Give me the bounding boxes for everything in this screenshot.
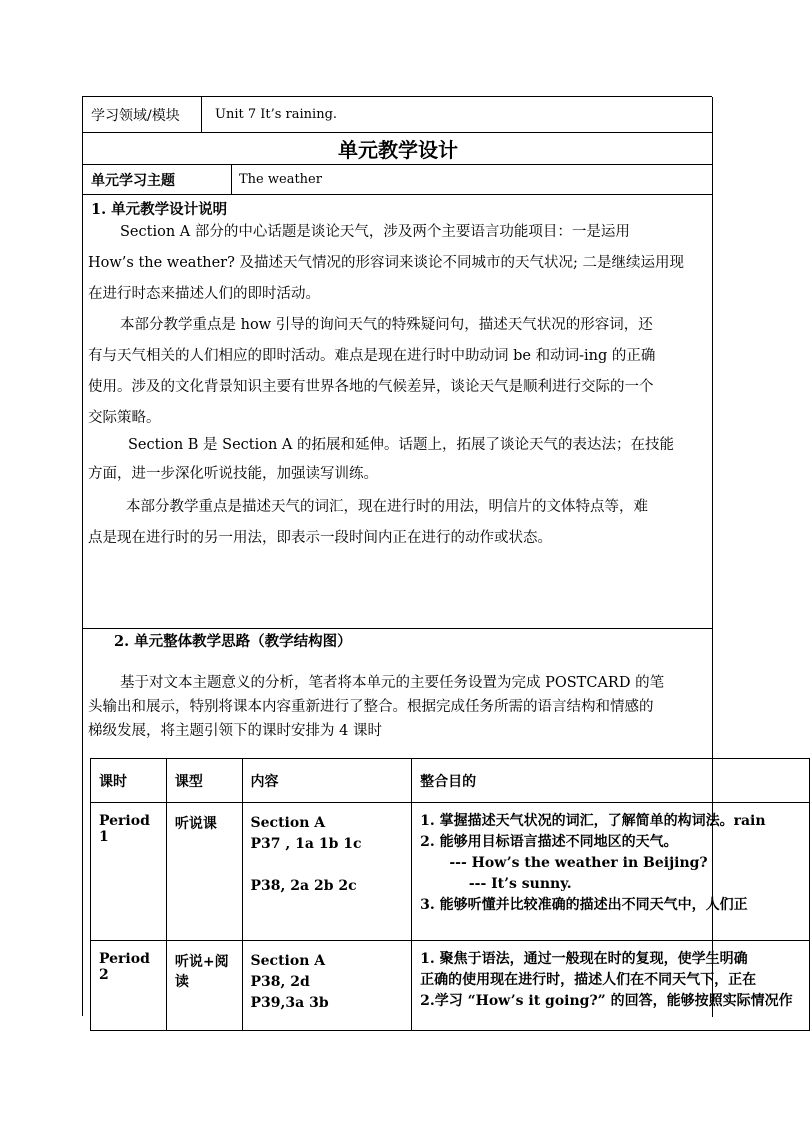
section1-heading: 1. 单元教学设计说明	[91, 201, 228, 218]
col-header-type: 课型	[166, 759, 242, 803]
table-row	[91, 941, 810, 1031]
goal-line: 1. 掌握描述天气状况的词汇，了解简单的构词法。rain	[420, 813, 766, 829]
goal-cell	[412, 803, 810, 941]
section2-line-3: 梯级发展，将主题引领下的课时安排为 4 课时	[88, 723, 382, 739]
theme-value: The weather	[239, 172, 322, 187]
section1-line-3: 在进行时态来描述人们的即时活动。	[88, 286, 320, 302]
content-line: P39,3a 3b	[250, 995, 329, 1011]
theme-label: 单元学习主题	[91, 172, 175, 189]
section2-line-2: 头输出和展示，特别将课本内容重新进行了整合。根据完成任务所需的语言结构和情感的	[88, 699, 654, 715]
content-line	[251, 855, 406, 876]
design-title: 单元教学设计	[338, 138, 458, 162]
section1-line-1: Section A 部分的中心话题是谈论天气，涉及两个主要语言功能项目：一是运用	[120, 224, 630, 240]
col-header-period: 课时	[91, 759, 167, 803]
goal-line: --- It’s sunny.	[420, 876, 572, 892]
section1-line-2: How’s the weather? 及描述天气情况的形容词来谈论不同城市的天气状况; 二是继续运用现	[88, 255, 684, 271]
type-cell: 听说+阅读	[166, 941, 242, 1031]
section1-line-4: 本部分教学重点是 how 引导的询问天气的特殊疑问句，描述天气状况的形容词，还	[120, 317, 653, 333]
period-table-header	[91, 759, 810, 803]
section1-line-8: Section B 是 Section A 的拓展和延伸。话题上，拓展了谈论天气的表达法；在技能	[128, 437, 675, 453]
period-cell: Period 2	[91, 941, 167, 1031]
goal-line: 2. 能够用目标语言描述不同地区的天气。	[420, 834, 678, 850]
section2-heading: 2. 单元整体教学思路（教学结构图）	[114, 633, 352, 650]
table-row	[91, 803, 810, 941]
goal-cell	[412, 941, 810, 1031]
col-header-goal: 整合目的	[412, 759, 810, 803]
content-line: P38, 2d	[250, 974, 310, 990]
goal-line: 3. 能够听懂并比较准确的描述出不同天气中，人们正	[420, 897, 748, 913]
type-cell: 听说课	[166, 803, 242, 941]
section1-line-9: 方面，进一步深化听说技能，加强读写训练。	[88, 466, 378, 482]
section1-line-6: 使用。涉及的文化背景知识主要有世界各地的气候差异，谈论天气是顺利进行交际的一个	[88, 379, 654, 395]
unit-title: Unit 7 It’s raining.	[215, 107, 338, 122]
content-line: Section A	[250, 953, 326, 969]
section1-line-11: 点是现在进行时的另一用法，即表示一段时间内正在进行的动作或状态。	[88, 530, 552, 546]
content-line: P38, 2a 2b 2c	[250, 878, 357, 894]
content-line: Section A	[250, 815, 326, 831]
goal-line: 2.学习 “How’s it going?” 的回答，能够按照实际情况作	[420, 993, 793, 1009]
goal-line: 正确的使用现在进行时，描述人们在不同天气下，正在	[420, 972, 757, 988]
period-cell: Period 1	[91, 803, 167, 941]
section1-line-10: 本部分教学重点是描述天气的词汇，现在进行时的用法，明信片的文体特点等，难	[126, 499, 648, 515]
col-header-content: 内容	[242, 759, 412, 803]
content-cell	[242, 941, 412, 1031]
goal-line: 1. 聚焦于语法，通过一般现在时的复现，使学生明确	[420, 951, 748, 967]
section2-line-1: 基于对文本主题意义的分析，笔者将本单元的主要任务设置为完成 POSTCARD 的笔	[120, 675, 665, 691]
period-table	[90, 758, 810, 1031]
goal-line: --- How’s the weather in Beijing?	[420, 855, 708, 871]
domain-label: 学习领域/模块	[91, 107, 180, 124]
content-line: P37 , 1a 1b 1c	[250, 836, 362, 852]
section1-line-5: 有与天气相关的人们相应的即时活动。难点是现在进行时中助动词 be 和动词-ing 的正确	[88, 348, 656, 364]
content-cell	[242, 803, 412, 941]
section1-line-7: 交际策略。	[88, 410, 161, 426]
